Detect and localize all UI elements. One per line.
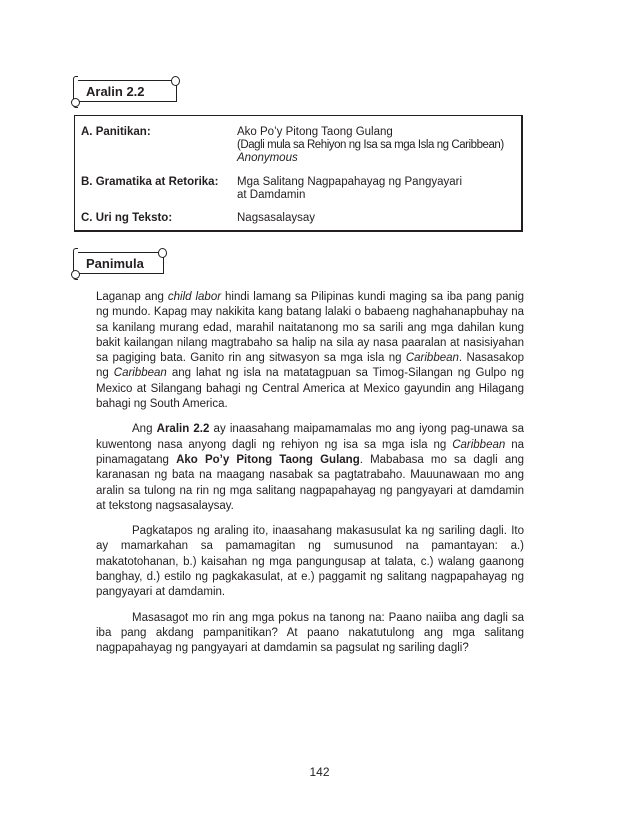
uri-value: Nagsasalaysay (237, 212, 315, 224)
scroll-curl-icon (71, 270, 80, 279)
paragraph-4: Masasagot mo rin ang mga pokus na tanong na: Paano naiiba ang dagli sa iba pang akdang pampanitikan? At paano nakatutulong ang mga salitang nagpapahayag ng pangyayari at damdamin sa pagsulat ng sariling dagli? (96, 611, 524, 655)
section-tag-label: Panimula (86, 256, 144, 271)
text-run: . Mababasa mo sa dagli ang karanasan ng bata na maagang nasabak sa pagtatrabaho. Mauunawaan mo ang aralin sa tulong na rin ng mga salitang nagpapahayag ng pangyayari at damdamin at tekstong nagsasalaysay. (96, 453, 525, 512)
text-run: Ang (132, 423, 157, 436)
lesson-tag (76, 80, 177, 102)
lesson-tag-label: Aralin 2.2 (86, 84, 145, 99)
text-run: hindi lamang sa Pilipinas kundi maging sa iba pang panig ng mundo. Kapag may nakikita kang batang lalaki o babaeng naghahanapbuhay na sa kanilang murang edad, marahil naitatanong mo sa sarili ang mga dahilan kung bakit kailangan nilang magtrabaho sa halip na sila ay nasa paaralan at nasisiyahan sa pagiging bata. Ganito rin ang sitwasyon sa mga isla ng (96, 291, 524, 365)
paragraph-3: Pagkatapos ng araling ito, inaasahang makasusulat ka ng sariling dagli. Ito ay mamarkahan sa pamamagitan ng sumusunod na pamantayan: a.) makatotohanan, b.) kaisahan ng mga pangungusap at talata, c.) walang gaanong banghay, d.) estilo ng pagkakasulat, at e.) paggamit ng salitang nagpapahayag ng pangyayari at damdamin. (96, 525, 524, 599)
emphasis-text: Caribbean (452, 438, 506, 451)
panitikan-label: A. Panitikan: (81, 126, 151, 138)
panitikan-value (237, 126, 504, 165)
introduction-body (96, 290, 524, 667)
scroll-curl-icon (71, 98, 80, 107)
text-run: ay inaasahang maipamamalas mo ang iyong pag-unawa sa kuwentong nasa anyong dagli ng rehiyon ng isa sa mga isla ng (96, 423, 524, 451)
emphasis-text: Caribbean (113, 367, 167, 380)
panitikan-author: Anonymous (237, 152, 298, 164)
paragraph-1 (96, 290, 524, 412)
text-run: ang lahat ng isla na matatagpuan sa Timog-Silangan ng Gulpo ng Mexico at Silangang bahagi ng Central America at Mexico gayundin ang Hilagang bahagi ng South America. (96, 367, 524, 411)
paragraph-2 (96, 422, 524, 514)
text-run: na pinamagatang (96, 438, 524, 466)
gramatika-label: B. Gramatika at Retorika: (81, 176, 219, 188)
panitikan-source: (Dagli mula sa Rehiyon ng Isa sa mga Isla ng Caribbean) (237, 139, 504, 151)
page-number: 142 (309, 765, 330, 779)
gramatika-value (237, 176, 462, 202)
emphasis-text: child labor (167, 291, 222, 303)
bold-text: Aralin 2.2 (156, 423, 210, 436)
lesson-info-box (74, 115, 523, 232)
text-run: Laganap ang (96, 291, 168, 303)
gramatika-line-1: Mga Salitang Nagpapahayag ng Pangyayari (237, 176, 463, 188)
gramatika-line-2: at Damdamin (237, 189, 306, 201)
panitikan-title: Ako Po’y Pitong Taong Gulang (237, 126, 393, 138)
emphasis-text: Caribbean (405, 352, 459, 365)
section-tag (76, 252, 164, 274)
bold-text: Ako Po’y Pitong Taong Gulang (176, 453, 360, 466)
text-run: . Nasasakop ng (96, 352, 524, 380)
uri-label: C. Uri ng Teksto: (81, 212, 173, 224)
